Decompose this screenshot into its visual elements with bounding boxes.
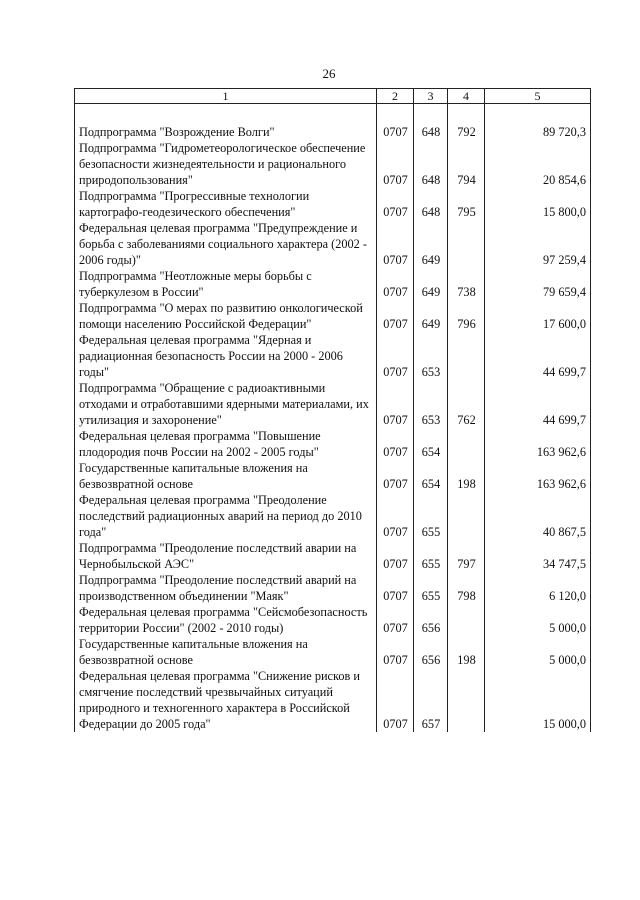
row-name: Государственные капитальные вложения на безвозвратной основе: [75, 460, 377, 492]
column-header-1: 1: [75, 89, 377, 104]
row-amount: 15 800,0: [485, 188, 591, 220]
row-section-code: 0707: [377, 460, 414, 492]
row-name: Федеральная целевая программа "Повышение плодородия почв России на 2002 - 2005 годы": [75, 428, 377, 460]
row-expense-type-code: [448, 668, 485, 732]
table-row: [75, 124, 591, 140]
row-section-code: 0707: [377, 124, 414, 140]
row-expense-type-code: 798: [448, 572, 485, 604]
row-amount: 6 120,0: [485, 572, 591, 604]
row-name: Подпрограмма "Неотложные меры борьбы с туберкулезом в России": [75, 268, 377, 300]
row-target-article-code: 653: [414, 332, 448, 380]
table-row: [75, 332, 591, 380]
row-target-article-code: 657: [414, 668, 448, 732]
row-expense-type-code: 762: [448, 380, 485, 428]
row-amount: 34 747,5: [485, 540, 591, 572]
row-name: Федеральная целевая программа "Преодоление последствий радиационных аварий на период до 2010 года": [75, 492, 377, 540]
row-amount: 44 699,7: [485, 380, 591, 428]
table-row: [75, 668, 591, 732]
row-section-code: 0707: [377, 428, 414, 460]
row-section-code: 0707: [377, 604, 414, 636]
row-section-code: 0707: [377, 572, 414, 604]
row-section-code: 0707: [377, 636, 414, 668]
row-expense-type-code: [448, 492, 485, 540]
row-expense-type-code: 794: [448, 140, 485, 188]
row-target-article-code: 655: [414, 540, 448, 572]
row-name: Государственные капитальные вложения на безвозвратной основе: [75, 636, 377, 668]
row-amount: 163 962,6: [485, 460, 591, 492]
table-row: [75, 572, 591, 604]
row-amount: 97 259,4: [485, 220, 591, 268]
table-row: [75, 540, 591, 572]
table-row: [75, 220, 591, 268]
row-section-code: 0707: [377, 300, 414, 332]
row-target-article-code: 655: [414, 492, 448, 540]
row-name: Подпрограмма "Возрождение Волги": [75, 124, 377, 140]
table-row: [75, 428, 591, 460]
page-number: 26: [322, 66, 336, 81]
row-target-article-code: 648: [414, 140, 448, 188]
table-row: [75, 604, 591, 636]
row-expense-type-code: [448, 428, 485, 460]
row-amount: 5 000,0: [485, 636, 591, 668]
row-name: Федеральная целевая программа "Сейсмобезопасность территории России" (2002 - 2010 годы): [75, 604, 377, 636]
row-amount: 20 854,6: [485, 140, 591, 188]
row-section-code: 0707: [377, 380, 414, 428]
row-section-code: 0707: [377, 668, 414, 732]
row-section-code: 0707: [377, 540, 414, 572]
row-name: Подпрограмма "Гидрометеорологическое обеспечение безопасности жизнедеятельности и рационального природопользования": [75, 140, 377, 188]
table-row: [75, 380, 591, 428]
row-name: Подпрограмма "О мерах по развитию онкологической помощи населению Российской Федерации": [75, 300, 377, 332]
row-target-article-code: 654: [414, 428, 448, 460]
table-spacer-row: [75, 104, 591, 125]
table-body: [75, 104, 591, 733]
row-amount: 79 659,4: [485, 268, 591, 300]
table-row: [75, 188, 591, 220]
row-expense-type-code: 738: [448, 268, 485, 300]
row-amount: 40 867,5: [485, 492, 591, 540]
row-target-article-code: 648: [414, 124, 448, 140]
row-target-article-code: 649: [414, 220, 448, 268]
row-name: Подпрограмма "Прогрессивные технологии картографо-геодезического обеспечения": [75, 188, 377, 220]
row-name: Подпрограмма "Обращение с радиоактивными отходами и отработавшими ядерными материалами, их утилизация и захоронение": [75, 380, 377, 428]
row-name: Федеральная целевая программа "Ядерная и радиационная безопасность России на 2000 - 2006 годы": [75, 332, 377, 380]
row-target-article-code: 656: [414, 604, 448, 636]
row-section-code: 0707: [377, 332, 414, 380]
row-target-article-code: 655: [414, 572, 448, 604]
row-amount: 89 720,3: [485, 124, 591, 140]
row-section-code: 0707: [377, 188, 414, 220]
row-amount: 5 000,0: [485, 604, 591, 636]
row-expense-type-code: [448, 332, 485, 380]
row-name: Федеральная целевая программа "Снижение рисков и смягчение последствий чрезвычайных ситуаций природного и техногенного характера в Российской Федерации до 2005 года": [75, 668, 377, 732]
table-row: [75, 300, 591, 332]
table-row: [75, 460, 591, 492]
row-expense-type-code: [448, 220, 485, 268]
row-target-article-code: 656: [414, 636, 448, 668]
row-section-code: 0707: [377, 140, 414, 188]
row-expense-type-code: 796: [448, 300, 485, 332]
row-target-article-code: 648: [414, 188, 448, 220]
row-name: Подпрограмма "Преодоление последствий аварии на Чернобыльской АЭС": [75, 540, 377, 572]
table-row: [75, 268, 591, 300]
column-header-2: 2: [377, 89, 414, 104]
row-amount: 15 000,0: [485, 668, 591, 732]
table-header-row: [75, 89, 591, 104]
column-header-5: 5: [485, 89, 591, 104]
table-row: [75, 636, 591, 668]
row-target-article-code: 649: [414, 268, 448, 300]
row-target-article-code: 649: [414, 300, 448, 332]
row-expense-type-code: 792: [448, 124, 485, 140]
row-target-article-code: 653: [414, 380, 448, 428]
budget-table: [74, 88, 591, 732]
column-header-3: 3: [414, 89, 448, 104]
row-expense-type-code: [448, 604, 485, 636]
row-expense-type-code: 797: [448, 540, 485, 572]
row-expense-type-code: 795: [448, 188, 485, 220]
row-section-code: 0707: [377, 492, 414, 540]
table-row: [75, 140, 591, 188]
row-expense-type-code: 198: [448, 636, 485, 668]
row-section-code: 0707: [377, 268, 414, 300]
row-expense-type-code: 198: [448, 460, 485, 492]
row-amount: 44 699,7: [485, 332, 591, 380]
row-name: Подпрограмма "Преодоление последствий аварий на производственном объединении "Маяк": [75, 572, 377, 604]
row-name: Федеральная целевая программа "Предупреждение и борьба с заболеваниями социального характера (2002 - 2006 годы)": [75, 220, 377, 268]
row-target-article-code: 654: [414, 460, 448, 492]
table-row: [75, 492, 591, 540]
row-amount: 163 962,6: [485, 428, 591, 460]
column-header-4: 4: [448, 89, 485, 104]
row-amount: 17 600,0: [485, 300, 591, 332]
row-section-code: 0707: [377, 220, 414, 268]
